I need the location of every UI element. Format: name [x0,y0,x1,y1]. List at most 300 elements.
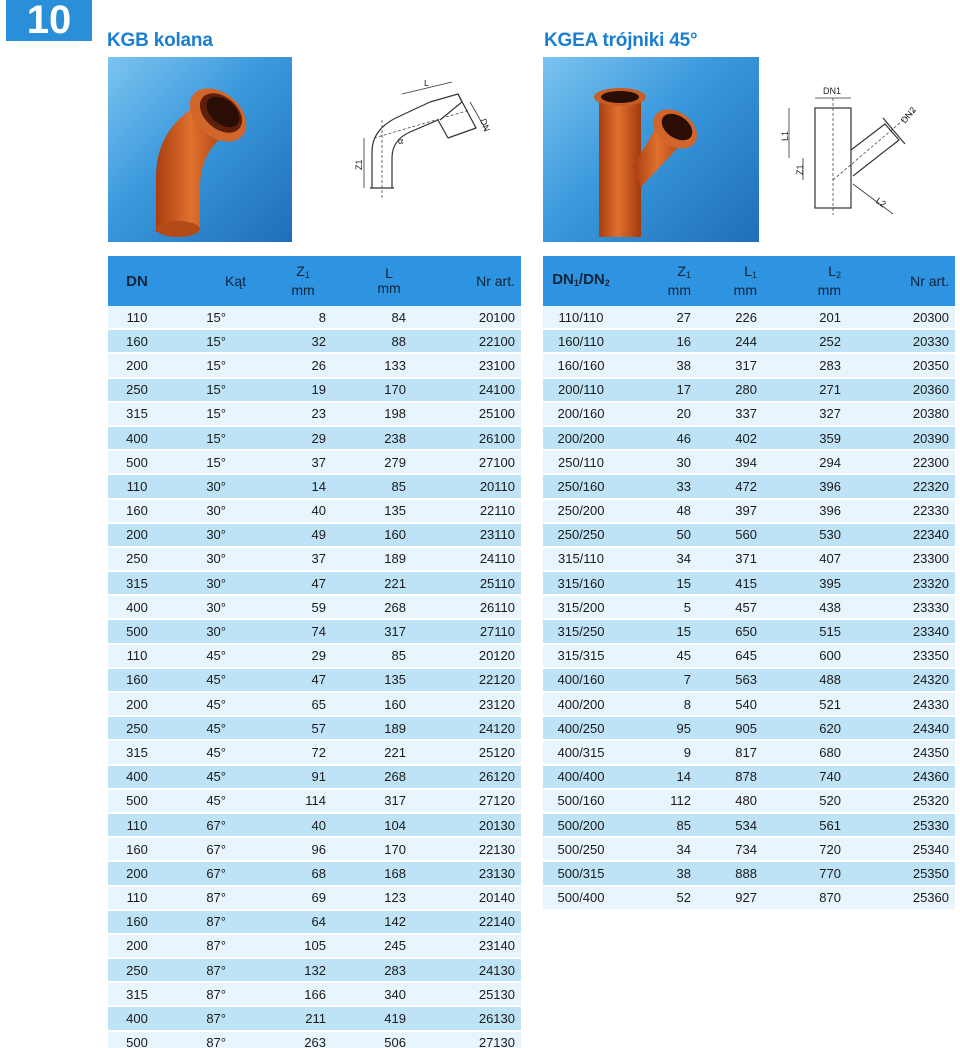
kgb-cell-0: 110 [108,887,166,911]
table-row [543,766,955,790]
table-row [108,814,521,838]
kgea-cell-2: 317 [695,354,779,378]
kgb-cell-4: 24100 [420,379,521,403]
kgb-cell-0: 500 [108,790,166,814]
kgea-section-title: KGEA trójniki 45° [544,30,698,51]
kgea-cell-2: 878 [695,766,779,790]
kgb-cell-3: 268 [330,596,420,620]
kgea-cell-2: 244 [695,330,779,354]
kgb-cell-0: 160 [108,500,166,524]
kgb-cell-4: 27100 [420,451,521,475]
kgb-cell-0: 200 [108,354,166,378]
table-row [108,693,521,717]
table-row [543,596,955,620]
kat-header: Kąt [166,256,248,306]
kgea-cell-3: 870 [779,887,863,911]
kgb-cell-3: 160 [330,524,420,548]
kgea-cell-4: 25350 [863,862,955,886]
kgea-cell-0: 200/160 [543,403,619,427]
kgea-cell-2: 905 [695,717,779,741]
kgb-cell-1: 87° [166,983,248,1007]
dn-diagram-label: DN [478,117,492,133]
kgb-cell-0: 200 [108,693,166,717]
dn2-diagram-label: DN2 [898,105,919,126]
kgb-cell-4: 24120 [420,717,521,741]
kgea-cell-1: 27 [619,306,695,330]
kgb-cell-3: 221 [330,572,420,596]
kgb-cell-2: 69 [248,887,330,911]
kgb-cell-0: 315 [108,741,166,765]
kgea-cell-1: 16 [619,330,695,354]
kgb-cell-0: 110 [108,475,166,499]
table-row [108,620,521,644]
kgb-cell-2: 68 [248,862,330,886]
kgb-cell-3: 198 [330,403,420,427]
table-row [108,887,521,911]
table-row [108,862,521,886]
kgea-cell-4: 23330 [863,596,955,620]
table-row [543,524,955,548]
kgb-cell-3: 238 [330,427,420,451]
table-row [543,717,955,741]
kgb-cell-1: 87° [166,911,248,935]
kgb-cell-3: 283 [330,959,420,983]
table-row [543,620,955,644]
kgb-cell-3: 135 [330,669,420,693]
kgb-cell-3: 123 [330,887,420,911]
kgea-cell-1: 38 [619,354,695,378]
kgb-cell-3: 84 [330,306,420,330]
kgea-cell-3: 407 [779,548,863,572]
kgb-cell-1: 87° [166,1032,248,1048]
table-row [543,451,955,475]
table-row [543,354,955,378]
kgea-cell-4: 23300 [863,548,955,572]
kgb-cell-0: 160 [108,669,166,693]
nr-art-header: Nr art. [420,256,521,306]
kgea-cell-3: 770 [779,862,863,886]
kgb-cell-4: 27120 [420,790,521,814]
kgb-cell-1: 45° [166,766,248,790]
kgb-spec-table [108,256,521,1048]
table-row [108,379,521,403]
kgb-cell-4: 26130 [420,1007,521,1031]
kgb-cell-1: 87° [166,935,248,959]
kgb-cell-4: 20110 [420,475,521,499]
kgb-cell-3: 85 [330,475,420,499]
kgea-cell-3: 488 [779,669,863,693]
table-row [108,911,521,935]
kgb-cell-4: 20130 [420,814,521,838]
table-row [108,427,521,451]
kgb-cell-4: 22120 [420,669,521,693]
kgea-cell-3: 396 [779,500,863,524]
kgea-cell-1: 38 [619,862,695,886]
kgb-cell-0: 200 [108,862,166,886]
table-row [543,330,955,354]
kgb-cell-4: 25130 [420,983,521,1007]
kgb-cell-2: 49 [248,524,330,548]
kgb-cell-2: 29 [248,645,330,669]
table-row [543,645,955,669]
kgb-cell-3: 160 [330,693,420,717]
kgea-cell-4: 24340 [863,717,955,741]
kgea-cell-0: 315/160 [543,572,619,596]
kgea-cell-1: 48 [619,500,695,524]
kgb-cell-1: 15° [166,379,248,403]
kgea-cell-1: 20 [619,403,695,427]
kgea-cell-4: 23350 [863,645,955,669]
kgea-cell-1: 34 [619,548,695,572]
kgea-cell-1: 5 [619,596,695,620]
tee-photo [543,57,759,242]
table-row [108,596,521,620]
kgea-cell-0: 315/315 [543,645,619,669]
kgea-cell-1: 14 [619,766,695,790]
kgea-cell-0: 250/200 [543,500,619,524]
kgea-cell-2: 534 [695,814,779,838]
kgb-cell-1: 67° [166,838,248,862]
kgb-cell-1: 15° [166,330,248,354]
kgea-cell-2: 645 [695,645,779,669]
kgb-cell-1: 30° [166,596,248,620]
kgea-cell-1: 8 [619,693,695,717]
kgb-cell-4: 26100 [420,427,521,451]
kgb-cell-3: 135 [330,500,420,524]
kgea-cell-2: 337 [695,403,779,427]
kgea-cell-2: 472 [695,475,779,499]
kgb-cell-4: 20100 [420,306,521,330]
kgb-cell-1: 30° [166,500,248,524]
nr-art-header: Nr art. [863,256,955,306]
kgb-cell-2: 40 [248,814,330,838]
kgea-cell-0: 315/250 [543,620,619,644]
table-row [543,572,955,596]
kgb-cell-2: 166 [248,983,330,1007]
table-row [108,766,521,790]
table-row [108,1007,521,1031]
kgb-cell-1: 67° [166,862,248,886]
kgb-cell-2: 74 [248,620,330,644]
kgea-cell-4: 25330 [863,814,955,838]
kgb-cell-4: 24110 [420,548,521,572]
table-row [543,693,955,717]
kgea-cell-0: 200/200 [543,427,619,451]
kgea-cell-1: 30 [619,451,695,475]
kgb-cell-4: 25110 [420,572,521,596]
kgea-cell-4: 22340 [863,524,955,548]
kgea-cell-4: 24320 [863,669,955,693]
kgea-cell-4: 20350 [863,354,955,378]
kgea-cell-3: 359 [779,427,863,451]
kgb-cell-2: 29 [248,427,330,451]
kgea-cell-2: 394 [695,451,779,475]
kgb-cell-3: 189 [330,717,420,741]
kgb-cell-4: 22100 [420,330,521,354]
table-row [108,741,521,765]
kgb-cell-0: 250 [108,379,166,403]
kgea-cell-0: 500/400 [543,887,619,911]
kgb-cell-0: 500 [108,1032,166,1048]
kgea-cell-3: 396 [779,475,863,499]
kgea-cell-0: 200/110 [543,379,619,403]
table-row [543,403,955,427]
kgb-cell-3: 245 [330,935,420,959]
kgea-cell-3: 520 [779,790,863,814]
kgea-cell-4: 25340 [863,838,955,862]
table-row [108,717,521,741]
tee-pipe-image [543,57,759,242]
kgea-cell-3: 438 [779,596,863,620]
kgea-cell-4: 24360 [863,766,955,790]
kgb-cell-1: 15° [166,403,248,427]
kgb-cell-2: 32 [248,330,330,354]
kgb-cell-0: 160 [108,911,166,935]
kgb-cell-4: 25100 [420,403,521,427]
kgb-cell-1: 30° [166,572,248,596]
kgb-cell-0: 400 [108,427,166,451]
l2-header: $L_2$ mm [779,256,863,306]
kgea-cell-2: 734 [695,838,779,862]
table-row [543,379,955,403]
table-row [108,790,521,814]
kgb-cell-2: 59 [248,596,330,620]
kgea-cell-3: 740 [779,766,863,790]
kgb-cell-4: 27130 [420,1032,521,1048]
table-row [108,354,521,378]
table-row [108,451,521,475]
table-row [108,838,521,862]
kgb-cell-2: 65 [248,693,330,717]
kgea-cell-0: 160/110 [543,330,619,354]
dn-header: DN [108,256,166,306]
kgb-cell-0: 315 [108,572,166,596]
kgb-cell-1: 87° [166,887,248,911]
kgea-cell-2: 560 [695,524,779,548]
kgb-cell-3: 170 [330,379,420,403]
kgea-cell-3: 530 [779,524,863,548]
kgb-cell-2: 8 [248,306,330,330]
kgb-cell-1: 45° [166,645,248,669]
kgea-cell-4: 24350 [863,741,955,765]
kgea-cell-0: 500/250 [543,838,619,862]
kgea-cell-3: 600 [779,645,863,669]
kgb-cell-3: 189 [330,548,420,572]
kgb-cell-2: 96 [248,838,330,862]
kgb-cell-0: 400 [108,1007,166,1031]
kgb-cell-2: 211 [248,1007,330,1031]
kgea-cell-1: 45 [619,645,695,669]
kgea-cell-0: 500/200 [543,814,619,838]
kgea-cell-3: 515 [779,620,863,644]
kgea-cell-4: 20390 [863,427,955,451]
kgb-cell-1: 30° [166,620,248,644]
kgb-cell-0: 315 [108,983,166,1007]
kgb-cell-4: 25120 [420,741,521,765]
kgea-cell-2: 280 [695,379,779,403]
l1-header: $L_1$ mm [695,256,779,306]
kgea-cell-4: 20360 [863,379,955,403]
kgb-cell-0: 200 [108,935,166,959]
kgb-cell-3: 268 [330,766,420,790]
z1-header: $Z_1$ mm [248,256,330,306]
table-row [543,427,955,451]
kgb-cell-1: 67° [166,814,248,838]
kgea-cell-0: 400/400 [543,766,619,790]
kgb-section-title: KGB kolana [107,30,213,51]
elbow-pipe-image [108,57,292,242]
kgea-cell-4: 25320 [863,790,955,814]
kgb-cell-1: 87° [166,959,248,983]
kgb-cell-3: 133 [330,354,420,378]
table-row [543,548,955,572]
kgea-cell-2: 402 [695,427,779,451]
kgb-cell-2: 57 [248,717,330,741]
kgb-cell-0: 110 [108,306,166,330]
kgea-cell-1: 33 [619,475,695,499]
kgea-cell-0: 250/160 [543,475,619,499]
l1-diagram-label: L1 [780,130,790,141]
table-row [543,500,955,524]
kgb-cell-0: 250 [108,959,166,983]
kgea-cell-0: 400/160 [543,669,619,693]
kgb-cell-0: 250 [108,717,166,741]
l-header: L mm [330,256,420,306]
kgb-cell-3: 419 [330,1007,420,1031]
kgea-cell-0: 400/200 [543,693,619,717]
z1-diagram-label: Z1 [354,159,364,170]
kgea-cell-2: 563 [695,669,779,693]
kgea-cell-4: 22300 [863,451,955,475]
kgb-cell-3: 104 [330,814,420,838]
kgea-cell-3: 680 [779,741,863,765]
kgea-cell-3: 620 [779,717,863,741]
kgb-table-header [108,256,521,306]
kgb-cell-0: 160 [108,838,166,862]
table-row [543,887,955,911]
kgb-cell-4: 23140 [420,935,521,959]
table-row [108,645,521,669]
z1-diagram-label: Z1 [795,164,805,175]
table-row [543,475,955,499]
kgea-cell-2: 371 [695,548,779,572]
dn1-diagram-label: DN1 [823,86,842,96]
kgea-cell-0: 500/160 [543,790,619,814]
table-row [108,500,521,524]
kgea-cell-2: 927 [695,887,779,911]
kgea-cell-4: 22330 [863,500,955,524]
tee-technical-diagram [775,80,955,215]
kgb-cell-2: 26 [248,354,330,378]
table-row [543,838,955,862]
angle-diagram-label: α [398,136,404,146]
kgea-cell-0: 315/200 [543,596,619,620]
kgb-cell-3: 142 [330,911,420,935]
kgb-cell-3: 340 [330,983,420,1007]
kgea-cell-4: 24330 [863,693,955,717]
kgb-cell-4: 23100 [420,354,521,378]
kgb-cell-0: 110 [108,645,166,669]
kgea-cell-0: 315/110 [543,548,619,572]
kgb-cell-3: 88 [330,330,420,354]
kgb-cell-0: 200 [108,524,166,548]
kgb-cell-4: 20140 [420,887,521,911]
kgb-cell-3: 317 [330,620,420,644]
kgea-cell-2: 415 [695,572,779,596]
kgb-cell-1: 45° [166,693,248,717]
table-row [543,741,955,765]
kgea-cell-1: 9 [619,741,695,765]
kgb-cell-4: 22130 [420,838,521,862]
kgb-cell-1: 30° [166,548,248,572]
table-row [108,475,521,499]
kgb-cell-1: 45° [166,717,248,741]
kgb-cell-3: 85 [330,645,420,669]
kgea-cell-1: 15 [619,620,695,644]
kgea-cell-0: 400/250 [543,717,619,741]
kgea-cell-3: 720 [779,838,863,862]
table-row [543,306,955,330]
kgea-cell-4: 20330 [863,330,955,354]
kgea-cell-1: 112 [619,790,695,814]
kgb-cell-3: 279 [330,451,420,475]
kgb-cell-4: 23110 [420,524,521,548]
kgb-cell-2: 47 [248,572,330,596]
kgea-cell-3: 561 [779,814,863,838]
kgb-cell-3: 221 [330,741,420,765]
kgb-cell-1: 45° [166,669,248,693]
kgb-cell-2: 14 [248,475,330,499]
kgb-cell-3: 506 [330,1032,420,1048]
kgea-cell-0: 250/110 [543,451,619,475]
kgea-cell-2: 888 [695,862,779,886]
table-row [108,983,521,1007]
kgea-cell-2: 457 [695,596,779,620]
kgea-cell-2: 650 [695,620,779,644]
kgea-cell-1: 34 [619,838,695,862]
kgb-cell-0: 250 [108,548,166,572]
kgb-cell-2: 64 [248,911,330,935]
kgb-cell-0: 110 [108,814,166,838]
kgb-cell-2: 37 [248,451,330,475]
table-row [108,306,521,330]
kgea-cell-1: 85 [619,814,695,838]
kgea-cell-2: 397 [695,500,779,524]
kgb-cell-2: 132 [248,959,330,983]
kgb-cell-2: 37 [248,548,330,572]
kgea-cell-0: 160/160 [543,354,619,378]
kgb-cell-2: 72 [248,741,330,765]
kgea-spec-table [543,256,955,911]
table-row [108,548,521,572]
table-row [108,572,521,596]
kgb-cell-4: 20120 [420,645,521,669]
kgb-cell-2: 23 [248,403,330,427]
kgea-cell-0: 400/315 [543,741,619,765]
kgb-cell-1: 87° [166,1007,248,1031]
kgea-cell-1: 50 [619,524,695,548]
kgea-cell-1: 15 [619,572,695,596]
kgb-cell-2: 114 [248,790,330,814]
table-row [108,524,521,548]
kgb-cell-1: 45° [166,790,248,814]
kgb-cell-4: 22110 [420,500,521,524]
kgb-cell-2: 19 [248,379,330,403]
kgb-cell-4: 23130 [420,862,521,886]
kgb-cell-1: 30° [166,475,248,499]
kgea-cell-4: 25360 [863,887,955,911]
page-number-badge: 10 [6,0,92,41]
